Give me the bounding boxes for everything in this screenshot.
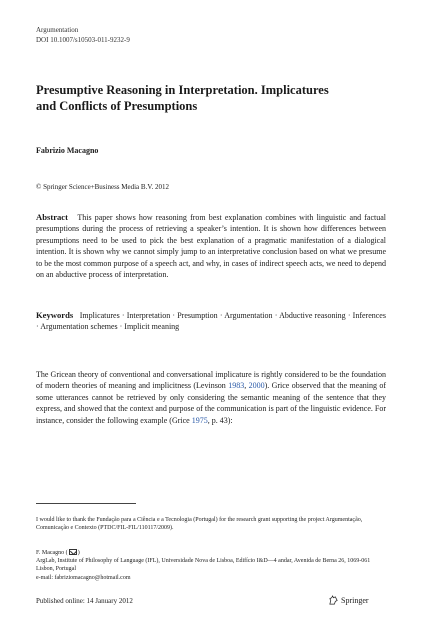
citation-link[interactable]: 1975 bbox=[191, 415, 208, 425]
body-text: The Gricean theory of conventional and conversational implicature is rightly considered to be the foundation of modern theories of meaning and implicitness (Levinson bbox=[36, 370, 386, 391]
running-header bbox=[36, 26, 130, 45]
keywords bbox=[36, 310, 386, 333]
keyword: Inferences bbox=[352, 311, 386, 320]
springer-horse-icon bbox=[328, 595, 339, 606]
keyword: Presumption bbox=[177, 311, 218, 320]
springer-logo bbox=[328, 595, 369, 606]
acknowledgement-footnote: I would like to thank the Fundação para a Ciência e a Tecnologia (Portugal) for the research grant supporting the project Argumentação, Comunicação e Contexto (PTDC/FIL-FIL/110117/2009). bbox=[36, 517, 363, 532]
keyword: Abductive reasoning bbox=[279, 311, 346, 320]
body-text: ). Grice observed that the meaning of some utterances cannot be retrieved by only considering the semantic meaning of the sentence that they express, and showed that the context and purpose of the communication is part of the linguistic evidence. For instance, consider the following example (Grice bbox=[36, 381, 387, 425]
body-text: , bbox=[244, 381, 249, 391]
author-footnote bbox=[36, 549, 386, 582]
body-paragraph bbox=[36, 369, 386, 426]
abstract-label: Abstract bbox=[36, 212, 68, 222]
keyword: Argumentation schemes bbox=[40, 322, 118, 332]
citation-link[interactable]: 1983 bbox=[228, 381, 245, 391]
keyword: Argumentation bbox=[224, 311, 273, 320]
envelope-icon bbox=[69, 549, 77, 555]
journal-name: Argumentation bbox=[36, 26, 79, 34]
keyword: Interpretation bbox=[126, 311, 171, 320]
email[interactable]: e-mail: fabriziomacagno@hotmail.com bbox=[36, 574, 131, 581]
keywords-label: Keywords bbox=[36, 310, 74, 320]
abstract bbox=[36, 212, 386, 280]
publisher-name: Springer bbox=[341, 596, 369, 605]
copyright-line: © Springer Science+Business Media B.V. 2012 bbox=[36, 183, 169, 191]
author-footnote-close: ) bbox=[77, 550, 80, 556]
published-date: Published online: 14 January 2012 bbox=[36, 597, 133, 605]
affiliation: ArgLab, Institute of Philosophy of Language (IFL), Universidade Nova de Lisboa, Edifício I&D—4 andar, Avenida de Berna 26, 1069-061 Lisbon, Portugal bbox=[36, 558, 371, 573]
body-text: , p. 43): bbox=[207, 415, 233, 425]
abstract-text: This paper shows how reasoning from best explanation combines with linguistic and factual presumptions during the process of retrieving a speaker’s intention. It is shown how differences between presumptions need to be used to pick the best explanation of a pragmatic manifestation of a dialogical intention. It is shown why we cannot simply jump to an interpretative conclusion based on what we presume to be the most common purpose of a speech act, and why, in cases of indirect speech acts, we need to depend on an abductive process of interpretation. bbox=[36, 213, 386, 280]
keyword: Implicatures bbox=[79, 311, 120, 320]
title-line-2: and Conflicts of Presumptions bbox=[36, 99, 198, 113]
footnote-divider bbox=[36, 503, 136, 504]
keyword: Implicit meaning bbox=[124, 322, 180, 332]
citation-link[interactable]: 2000 bbox=[248, 381, 265, 391]
title-line-1: Presumptive Reasoning in Interpretation. Implicatures bbox=[36, 83, 329, 97]
doi-text[interactable]: DOI 10.1007/s10503-011-9232-9 bbox=[36, 35, 130, 44]
author-footnote-name: F. Macagno ( bbox=[36, 550, 68, 556]
corresponding-author bbox=[36, 549, 386, 557]
author-name: Fabrizio Macagno bbox=[36, 146, 99, 155]
article-title bbox=[36, 82, 386, 114]
keyword-list: Implicatures · Interpretation · Presumption · Argumentation · Abductive reasoning · Inferences · Argumentation schemes · Implicit meaning bbox=[36, 311, 386, 332]
